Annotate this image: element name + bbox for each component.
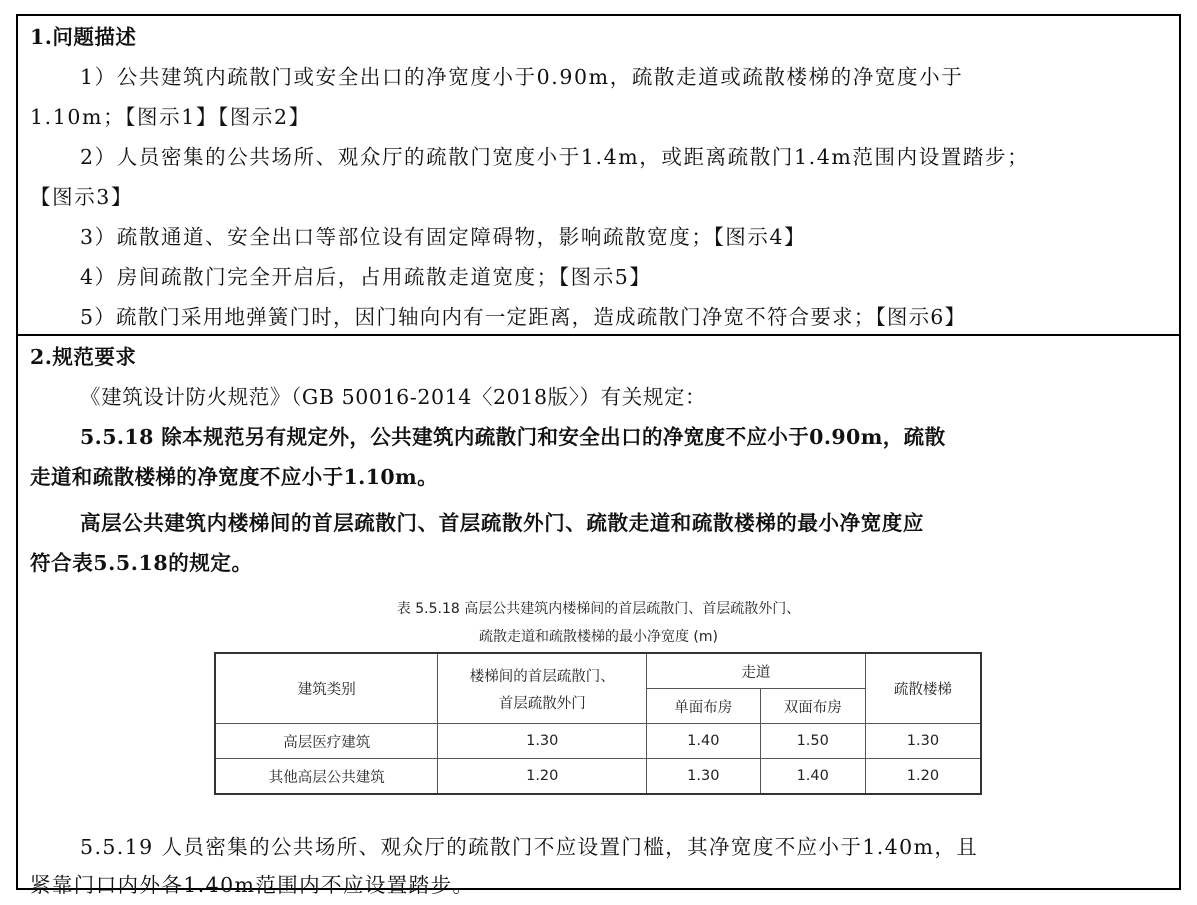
problem-description-section bbox=[18, 16, 1179, 336]
cell-stair: 1.20 bbox=[865, 759, 981, 795]
cell-building-type: 高层医疗建筑 bbox=[215, 724, 438, 759]
header-door-line1: 楼梯间的首层疏散门、 bbox=[469, 668, 615, 685]
problem-item-5: 5）疏散门采用地弹簧门时，因门轴向内有一定距离，造成疏散门净宽不符合要求；【图示6】 bbox=[80, 305, 967, 329]
cell-single: 1.40 bbox=[647, 724, 761, 759]
cell-single: 1.30 bbox=[647, 759, 761, 795]
header-first-floor-door bbox=[438, 653, 647, 724]
problem-item-2-line1: 2）人员密集的公共场所、观众厅的疏散门宽度小于1.4m，或距离疏散门1.4m范围内设置踏步； bbox=[80, 145, 1030, 169]
table-row bbox=[215, 759, 981, 795]
cell-double: 1.50 bbox=[760, 724, 865, 759]
section-heading-requirements: 2.规范要求 bbox=[30, 345, 137, 369]
cell-door: 1.20 bbox=[438, 759, 647, 795]
header-building-type: 建筑类别 bbox=[215, 653, 438, 724]
header-double-sided: 双面布房 bbox=[760, 689, 865, 724]
problem-item-4: 4）房间疏散门完全开启后，占用疏散走道宽度；【图示5】 bbox=[80, 265, 652, 289]
cell-double: 1.40 bbox=[760, 759, 865, 795]
header-stair: 疏散楼梯 bbox=[865, 653, 981, 724]
table-caption-line1: 表 5.5.18 高层公共建筑内楼梯间的首层疏散门、首层疏散外门、 bbox=[396, 601, 801, 617]
header-door-line2: 首层疏散外门 bbox=[498, 695, 586, 712]
problem-item-1-line1: 1）公共建筑内疏散门或安全出口的净宽度小于0.90m，疏散走道或疏散楼梯的净宽度小于 bbox=[80, 65, 964, 89]
cell-stair: 1.30 bbox=[865, 724, 981, 759]
cell-door: 1.30 bbox=[438, 724, 647, 759]
code-requirements-section bbox=[18, 336, 1179, 897]
table-row bbox=[215, 724, 981, 759]
clause-highrise-line1: 高层公共建筑内楼梯间的首层疏散门、首层疏散外门、疏散走道和疏散楼梯的最小净宽度应 bbox=[80, 511, 924, 535]
document-frame bbox=[16, 14, 1181, 897]
clause-5-5-18-line2: 走道和疏散楼梯的净宽度不应小于1.10m。 bbox=[30, 465, 439, 489]
clause-5-5-19-line1: 5.5.19 人员密集的公共场所、观众厅的疏散门不应设置门槛，其净宽度不应小于1.40m，且 bbox=[80, 835, 979, 859]
section-heading-problems: 1.问题描述 bbox=[30, 25, 137, 49]
code-intro: 《建筑设计防火规范》（GB 50016-2014〈2018版〉）有关规定： bbox=[80, 385, 707, 409]
table-5-5-18-block bbox=[18, 598, 1179, 818]
table-caption-line2: 疏散走道和疏散楼梯的最小净宽度 (m) bbox=[478, 629, 718, 645]
header-corridor: 走道 bbox=[647, 653, 866, 689]
clause-highrise-line2: 符合表5.5.18的规定。 bbox=[30, 551, 253, 575]
problem-item-1-line2: 1.10m；【图示1】【图示2】 bbox=[30, 105, 311, 129]
problem-item-2-line2: 【图示3】 bbox=[30, 185, 134, 209]
clause-5-5-19-line2: 紧靠门口内外各1.40m范围内不应设置踏步。 bbox=[30, 873, 475, 897]
header-single-sided: 单面布房 bbox=[647, 689, 761, 724]
clause-5-5-18-line1: 5.5.18 除本规范另有规定外，公共建筑内疏散门和安全出口的净宽度不应小于0.90m，疏散 bbox=[80, 425, 946, 449]
problem-item-3: 3）疏散通道、安全出口等部位设有固定障碍物，影响疏散宽度；【图示4】 bbox=[80, 225, 807, 249]
min-width-table bbox=[214, 652, 982, 795]
cell-building-type: 其他高层公共建筑 bbox=[215, 759, 438, 795]
